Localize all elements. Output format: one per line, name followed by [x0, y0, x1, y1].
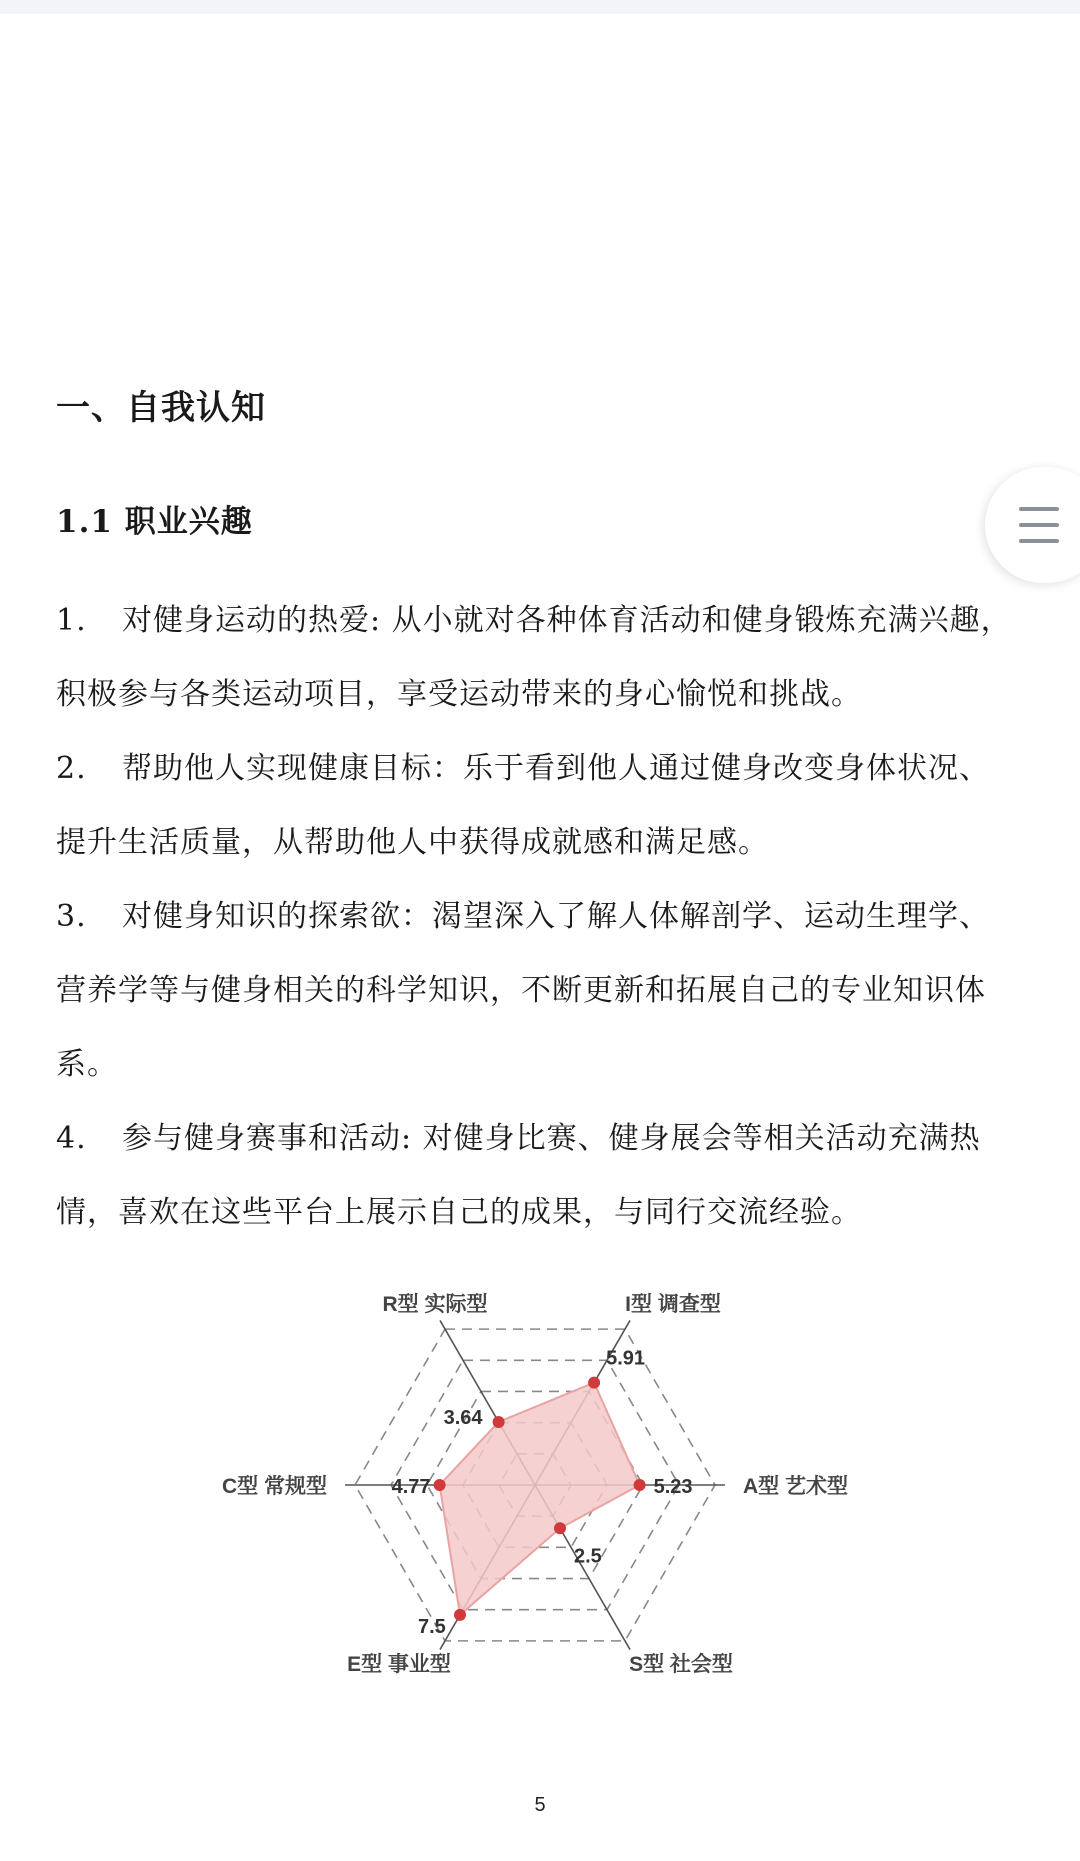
- list-text: 对健身运动的热爱: 从小就对各种体育活动和健身锻炼充满兴趣，: [122, 603, 1012, 638]
- radar-value-label: 4.77: [391, 1476, 431, 1498]
- radar-data-point: [554, 1522, 566, 1534]
- radar-axis-label: I型 调查型: [625, 1293, 721, 1317]
- radar-data-point: [434, 1479, 446, 1491]
- list-item: [56, 880, 1031, 1102]
- radar-value-label: 2.5: [574, 1545, 602, 1568]
- list-text: 帮助他人实现健康目标：乐于看到他人通过健身改变身体状况、: [122, 751, 990, 786]
- list-item: [56, 732, 1031, 880]
- radar-chart: [0, 1280, 1080, 1700]
- list-number: 1.: [56, 603, 87, 638]
- list-text: 积极参与各类运动项目，享受运动带来的身心愉悦和挑战。: [56, 677, 862, 712]
- radar-axis-label: E型 事业型: [347, 1652, 451, 1676]
- list-text: 营养学等与健身相关的科学知识，不断更新和拓展自己的专业知识体: [56, 973, 986, 1008]
- radar-axis-label: A型 艺术型: [743, 1475, 848, 1498]
- radar-data-point: [454, 1609, 466, 1621]
- radar-axis-label: R型 实际型: [382, 1293, 488, 1317]
- list-text: 系。: [56, 1047, 118, 1082]
- radar-axis-label: C型 常规型: [222, 1475, 327, 1498]
- list-item: [56, 584, 1031, 732]
- subsection-heading: 1.1 职业兴趣: [56, 504, 253, 540]
- menu-icon: [1019, 539, 1059, 543]
- page-number: 5: [534, 1794, 546, 1816]
- radar-axis-label: S型 社会型: [629, 1652, 733, 1676]
- list-number: 4.: [56, 1121, 87, 1156]
- list-text: 对健身知识的探索欲：渴望深入了解人体解剖学、运动生理学、: [122, 899, 990, 934]
- list-item: [56, 1102, 1031, 1250]
- radar-value-label: 5.91: [606, 1347, 646, 1370]
- list-text: 提升生活质量，从帮助他人中获得成就感和满足感。: [56, 825, 769, 860]
- menu-icon: [1019, 507, 1059, 511]
- menu-icon: [1019, 523, 1059, 527]
- radar-value-label: 7.5: [418, 1615, 446, 1638]
- radar-value-label: 5.23: [653, 1476, 693, 1498]
- list-text: 情，喜欢在这些平台上展示自己的成果，与同行交流经验。: [56, 1195, 862, 1230]
- list-text: 参与健身赛事和活动: 对健身比赛、健身展会等相关活动充满热: [122, 1121, 981, 1156]
- radar-value-label: 3.64: [443, 1406, 483, 1429]
- list-number: 3.: [56, 899, 87, 934]
- radar-data-point: [588, 1377, 600, 1389]
- radar-data-point: [634, 1479, 646, 1491]
- radar-chart-svg: [0, 1280, 1080, 1700]
- radar-data-point: [493, 1416, 505, 1428]
- section-heading: 一、自我认知: [56, 388, 266, 428]
- list-number: 2.: [56, 751, 87, 786]
